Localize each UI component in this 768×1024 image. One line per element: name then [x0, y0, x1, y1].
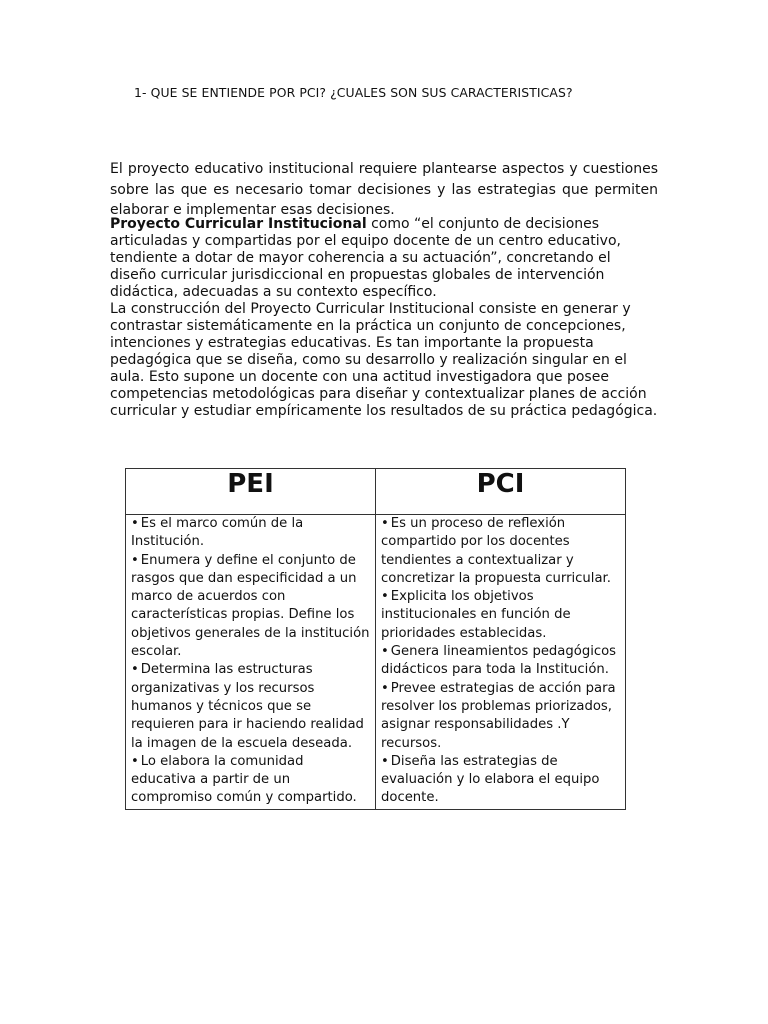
pei-cell [126, 515, 376, 810]
definition-term: Proyecto Curricular Institucional [110, 216, 367, 232]
pci-cell [376, 515, 626, 810]
pci-bullet-item: • Explicita los objetivos institucionales en función de prioridades establecidas. [381, 588, 621, 643]
pci-bullet-item: • Genera lineamientos pedagógicos didácticos para toda la Institución. [381, 643, 621, 680]
pci-bullet-item: • Prevee estrategias de acción para resolver los problemas priorizados, asignar responsabilidades .Y recursos. [381, 680, 621, 753]
intro-paragraph: El proyecto educativo institucional requiere plantearse aspectos y cuestiones sobre las que es necesario tomar decisiones y las estrategias que permiten elaborar e implementar esas decisiones. [110, 161, 658, 218]
definition-paragraph [110, 216, 660, 301]
definition-text: como “el conjunto de decisiones articuladas y compartidas por el equipo docente de un centro educativo, tendiente a dotar de mayor coherencia a su actuación”, concretando el diseño curricular jurisdiccional en propuestas globales de intervención didáctica, adecuadas a su contexto específico. [110, 216, 621, 300]
pei-bullet-list [131, 515, 371, 808]
pei-column-header: PEI [126, 469, 376, 515]
construction-paragraph: La construcción del Proyecto Curricular Institucional consiste en generar y contrastar sistemáticamente en la práctica un conjunto de concepciones, intenciones y estrategias educativas. Es tan importante la propuesta pedagógica que se diseña, como su desarrollo y realización singular en el aula. Esto supone un docente con una actitud investigadora que posee competencias metodológicas para diseñar y contextualizar planes de acción curricular y estudiar empíricamente los resultados de su práctica pedagógica. [110, 301, 658, 419]
pei-bullet-item: • Lo elabora la comunidad educativa a partir de un compromiso común y compartido. [131, 753, 371, 808]
pci-bullet-item: • Es un proceso de reflexión compartido por los docentes tendientes a contextualizar y concretizar la propuesta curricular. [381, 515, 621, 588]
table-header-row [126, 469, 626, 515]
question-heading: 1- QUE SE ENTIENDE POR PCI? ¿CUALES SON SUS CARACTERISTICAS? [134, 85, 573, 100]
pci-bullet-item: • Diseña las estrategias de evaluación y lo elabora el equipo docente. [381, 753, 621, 808]
pei-bullet-item: • Determina las estructuras organizativas y los recursos humanos y técnicos que se requieren para ir haciendo realidad la imagen de la escuela deseada. [131, 661, 371, 752]
body-text-block [110, 216, 660, 420]
pci-bullet-list [381, 515, 621, 808]
pci-column-header: PCI [376, 469, 626, 515]
pei-pci-comparison-table [125, 468, 626, 810]
table-body-row [126, 515, 626, 810]
pei-bullet-item: • Es el marco común de la Institución. [131, 515, 371, 552]
pei-bullet-item: • Enumera y define el conjunto de rasgos que dan especificidad a un marco de acuerdos con características propias. Define los objetivos generales de la institución escolar. [131, 552, 371, 662]
